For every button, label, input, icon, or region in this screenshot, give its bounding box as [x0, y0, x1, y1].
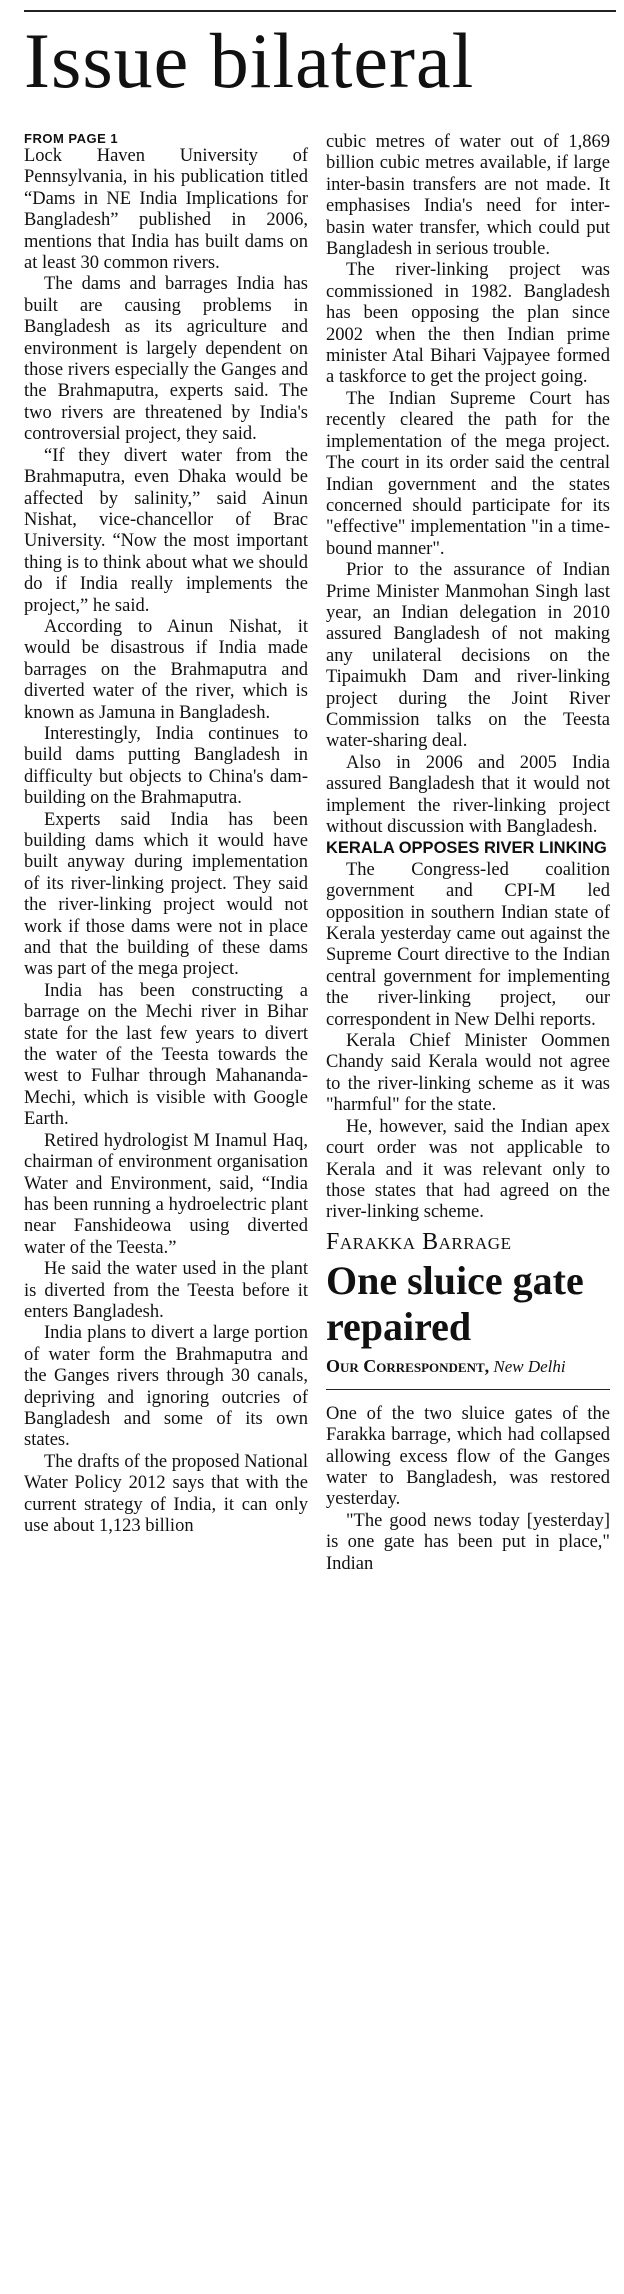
article-paragraph: India plans to divert a large portion of water form the Brahmaputra and the Ganges rivers through 30 canals, depriving and ignoring outcries of Bangladesh and some of its own states.	[24, 1323, 308, 1451]
story-divider	[326, 1389, 610, 1390]
farakka-byline	[326, 1356, 610, 1377]
article-paragraph: The dams and barrages India has built are causing problems in Bangladesh as its agriculture and environment is largely dependent on those rivers especially the Ganges and the Brahmaputra, experts said. The two rivers are threatened by India's controversial project, they said.	[24, 274, 308, 445]
article-paragraph: One of the two sluice gates of the Farakka barrage, which had collapsed allowing excess flow of the Ganges water to Bangladesh, was restored yesterday.	[326, 1403, 610, 1510]
main-headline: Issue bilateral	[24, 17, 475, 104]
farakka-kicker: Farakka Barrage	[326, 1228, 512, 1255]
article-paragraph: "The good news today [yesterday] is one gate has been put in place," Indian	[326, 1510, 610, 1574]
right-column	[326, 132, 610, 1575]
article-paragraph: Prior to the assurance of Indian Prime Minister Manmohan Singh last year, an Indian delegation in 2010 assured Bangladesh of not making any unilateral decisions on the Tipaimukh Dam and river-linking project during the Joint River Commission talks on the Teesta water-sharing deal.	[326, 560, 610, 752]
article-paragraph: Kerala Chief Minister Oommen Chandy said Kerala would not agree to the river-linking scheme as it was "harmful" for the state.	[326, 1031, 610, 1116]
byline-place: New Delhi	[493, 1356, 566, 1376]
article-paragraph: According to Ainun Nishat, it would be disastrous if India made barrages on the Brahmaputra and diverted water of the river, which is known as Jamuna in Bangladesh.	[24, 616, 308, 723]
byline-author: Our Correspondent,	[326, 1355, 490, 1376]
article-paragraph: The drafts of the proposed National Water Policy 2012 says that with the current strategy of India, it can only use about 1,123 billion	[24, 1451, 308, 1536]
article-paragraph: cubic metres of water out of 1,869 billion cubic metres available, if large inter-basin transfers are not made. It emphasises India's need for inter-basin water transfer, which could put Bangladesh in serious trouble.	[326, 132, 610, 260]
article-paragraph: He, however, said the Indian apex court order was not applicable to Kerala and it was relevant only to those states that had agreed on the river-linking scheme.	[326, 1116, 610, 1223]
farakka-headline: One sluice gate repaired	[326, 1257, 584, 1349]
article-paragraph: The Indian Supreme Court has recently cleared the path for the implementation of the mega project. The court in its order said the central Indian government and the states concerned should participate for its "effective" implementation "in a time-bound manner".	[326, 388, 610, 559]
article-paragraph: He said the water used in the plant is diverted from the Teesta before it enters Bangladesh.	[24, 1259, 308, 1322]
article-paragraph: The Congress-led coalition government and CPI-M led opposition in southern Indian state of Kerala yesterday came out against the Supreme Court directive to the Indian central government for implementing the river-linking project, our correspondent in New Delhi reports.	[326, 859, 610, 1030]
article-paragraph: Interestingly, India continues to build dams putting Bangladesh in difficulty but objects to China's dam-building on the Brahmaputra.	[24, 723, 308, 809]
kerala-subhead: KERALA OPPOSES RIVER LINKING	[326, 839, 607, 858]
article-paragraph: Experts said India has been building dams which it would have built anyway during implementation of its river-linking project. They said the river-linking project would not work if those dams were not in place and that the building of these dams was part of the mega project.	[24, 809, 308, 980]
article-paragraph: Lock Haven University of Pennsylvania, in his publication titled “Dams in NE India Implications for Bangladesh” published in 2006, mentions that India has built dams on at least 30 common rivers.	[24, 146, 308, 274]
article-paragraph: The river-linking project was commissioned in 1982. Bangladesh has been opposing the plan since 2002 when the then Indian prime minister Atal Bihari Vajpayee formed a taskforce to get the project going.	[326, 260, 610, 388]
from-page-label: FROM PAGE 1	[24, 131, 119, 146]
left-column	[24, 132, 308, 1537]
article-paragraph: India has been constructing a barrage on the Mechi river in Bihar state for the last few years to divert the water of the Teesta towards the west to Fulhar through Mahananda-Mechi, which is visible with Google Earth.	[24, 980, 308, 1130]
article-paragraph: “If they divert water from the Brahmaputra, even Dhaka would be affected by salinity,” said Ainun Nishat, vice-chancellor of Brac University. “Now the most important thing is to think about what we should do if India really implements the project,” he said.	[24, 445, 308, 616]
article-paragraph: Also in 2006 and 2005 India assured Bangladesh that it would not implement the river-linking project without discussion with Bangladesh.	[326, 752, 610, 837]
top-rule	[24, 10, 616, 12]
article-paragraph: Retired hydrologist M Inamul Haq, chairman of environment organisation Water and Environment, said, “India has been running a hydroelectric plant near Fanshideowa using diverted water of the Teesta.”	[24, 1130, 308, 1258]
